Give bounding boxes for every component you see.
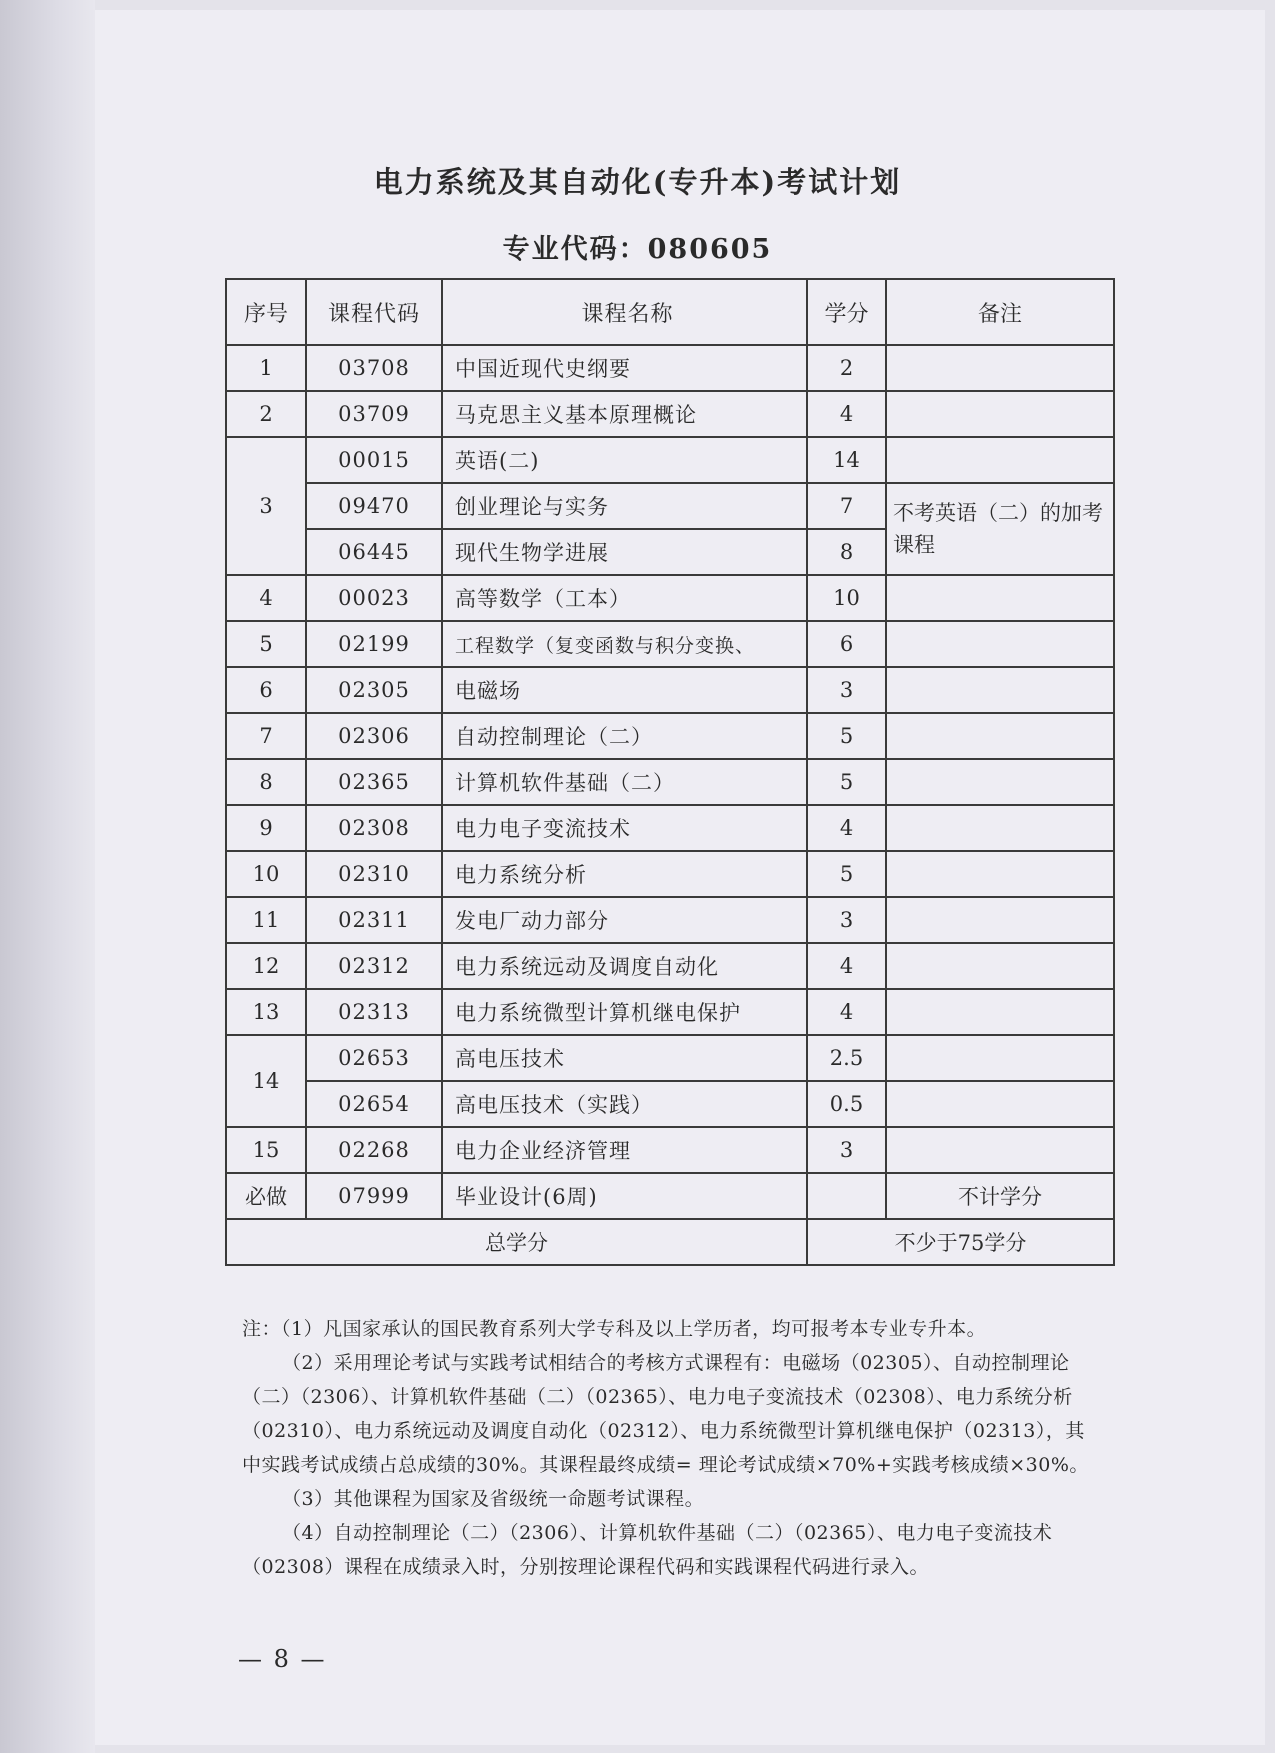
table-row bbox=[226, 1127, 1114, 1173]
table-row bbox=[226, 1173, 1114, 1219]
total-label: 总学分 bbox=[226, 1219, 807, 1265]
cell-note bbox=[886, 1127, 1114, 1173]
cell-code: 09470 bbox=[306, 483, 442, 529]
cell-name: 发电厂动力部分 bbox=[442, 897, 807, 943]
cell-seq: 6 bbox=[226, 667, 306, 713]
cell-credit: 2.5 bbox=[807, 1035, 886, 1081]
cell-credit: 5 bbox=[807, 713, 886, 759]
table-row bbox=[226, 989, 1114, 1035]
cell-note bbox=[886, 851, 1114, 897]
table-row bbox=[226, 805, 1114, 851]
cell-credit: 4 bbox=[807, 805, 886, 851]
cell-note bbox=[886, 667, 1114, 713]
cell-credit: 7 bbox=[807, 483, 886, 529]
cell-seq: 1 bbox=[226, 345, 306, 391]
cell-credit: 0.5 bbox=[807, 1081, 886, 1127]
table-row bbox=[226, 1035, 1114, 1081]
cell-code: 02268 bbox=[306, 1127, 442, 1173]
cell-code: 03708 bbox=[306, 345, 442, 391]
cell-name: 毕业设计(6周) bbox=[442, 1173, 807, 1219]
cell-name: 高等数学（工本） bbox=[442, 575, 807, 621]
cell-code: 02653 bbox=[306, 1035, 442, 1081]
table-row bbox=[226, 621, 1114, 667]
total-row bbox=[226, 1219, 1114, 1265]
cell-seq: 3 bbox=[226, 437, 306, 575]
cell-code: 02199 bbox=[306, 621, 442, 667]
table-row bbox=[226, 345, 1114, 391]
cell-seq: 2 bbox=[226, 391, 306, 437]
note-2: （2）采用理论考试与实践考试相结合的考核方式课程有：电磁场（02305）、自动控制理论（二）（2306）、计算机软件基础（二）（02365）、电力电子变流技术（02308）、电力系统分析（02310）、电力系统远动及调度自动化（02312）、电力系统微型计算机继电保护（02313），其中实践考试成绩占总成绩的30%。其课程最终成绩= 理论考试成绩×70%+实践考核成绩×30%。 bbox=[242, 1352, 1089, 1476]
cell-note bbox=[886, 759, 1114, 805]
cell-name: 计算机软件基础（二） bbox=[442, 759, 807, 805]
cell-note bbox=[886, 391, 1114, 437]
cell-code: 06445 bbox=[306, 529, 442, 575]
cell-credit: 4 bbox=[807, 943, 886, 989]
cell-note bbox=[886, 575, 1114, 621]
cell-name: 电力电子变流技术 bbox=[442, 805, 807, 851]
cell-name: 英语(二) bbox=[442, 437, 807, 483]
table-row bbox=[226, 1081, 1114, 1127]
cell-note bbox=[886, 1035, 1114, 1081]
header-code: 课程代码 bbox=[306, 279, 442, 345]
cell-seq: 4 bbox=[226, 575, 306, 621]
cell-name: 电力系统远动及调度自动化 bbox=[442, 943, 807, 989]
cell-name: 马克思主义基本原理概论 bbox=[442, 391, 807, 437]
cell-name: 创业理论与实务 bbox=[442, 483, 807, 529]
cell-seq: 15 bbox=[226, 1127, 306, 1173]
cell-code: 07999 bbox=[306, 1173, 442, 1219]
cell-credit: 10 bbox=[807, 575, 886, 621]
table-header-row bbox=[226, 279, 1114, 345]
table-row bbox=[226, 851, 1114, 897]
cell-name: 工程数学（复变函数与积分变换、 bbox=[442, 621, 807, 667]
table-row bbox=[226, 759, 1114, 805]
table-row bbox=[226, 437, 1114, 483]
cell-code: 02312 bbox=[306, 943, 442, 989]
cell-note bbox=[886, 989, 1114, 1035]
cell-note bbox=[886, 345, 1114, 391]
page-number: — 8 — bbox=[238, 1645, 327, 1673]
major-code: 专业代码：080605 bbox=[502, 234, 773, 265]
cell-note bbox=[886, 805, 1114, 851]
cell-note bbox=[886, 943, 1114, 989]
table-row bbox=[226, 483, 1114, 529]
note-3: （3）其他课程为国家及省级统一命题考试课程。 bbox=[282, 1488, 705, 1510]
cell-note bbox=[886, 897, 1114, 943]
cell-credit: 2 bbox=[807, 345, 886, 391]
note-4: （4）自动控制理论（二）（2306）、计算机软件基础（二）（02365）、电力电子变流技术（02308）课程在成绩录入时，分别按理论课程代码和实践课程代码进行录入。 bbox=[242, 1522, 1053, 1578]
cell-seq: 10 bbox=[226, 851, 306, 897]
header-seq: 序号 bbox=[226, 279, 306, 345]
cell-note bbox=[886, 1081, 1114, 1127]
cell-note bbox=[886, 713, 1114, 759]
cell-code: 02306 bbox=[306, 713, 442, 759]
cell-code: 02308 bbox=[306, 805, 442, 851]
cell-code: 00023 bbox=[306, 575, 442, 621]
notes-section bbox=[242, 1312, 1102, 1584]
cell-credit: 4 bbox=[807, 391, 886, 437]
cell-code: 02311 bbox=[306, 897, 442, 943]
cell-credit: 4 bbox=[807, 989, 886, 1035]
cell-seq: 13 bbox=[226, 989, 306, 1035]
cell-name: 中国近现代史纲要 bbox=[442, 345, 807, 391]
cell-code: 00015 bbox=[306, 437, 442, 483]
note-1: 注：（1）凡国家承认的国民教育系列大学专科及以上学历者，均可报考本专业专升本。 bbox=[242, 1318, 987, 1340]
cell-credit: 14 bbox=[807, 437, 886, 483]
table-row bbox=[226, 897, 1114, 943]
cell-code: 02654 bbox=[306, 1081, 442, 1127]
header-name: 课程名称 bbox=[442, 279, 807, 345]
header-credit: 学分 bbox=[807, 279, 886, 345]
cell-note-no-credit: 不计学分 bbox=[886, 1173, 1114, 1219]
cell-credit: 3 bbox=[807, 667, 886, 713]
cell-name: 自动控制理论（二） bbox=[442, 713, 807, 759]
cell-note bbox=[886, 621, 1114, 667]
cell-credit bbox=[807, 1173, 886, 1219]
cell-credit: 6 bbox=[807, 621, 886, 667]
cell-code: 03709 bbox=[306, 391, 442, 437]
table-row bbox=[226, 713, 1114, 759]
cell-code: 02305 bbox=[306, 667, 442, 713]
table-row bbox=[226, 575, 1114, 621]
cell-name: 现代生物学进展 bbox=[442, 529, 807, 575]
table-row bbox=[226, 391, 1114, 437]
cell-note bbox=[886, 437, 1114, 483]
table-row bbox=[226, 667, 1114, 713]
cell-name: 电磁场 bbox=[442, 667, 807, 713]
cell-seq: 5 bbox=[226, 621, 306, 667]
total-value: 不少于75学分 bbox=[807, 1219, 1114, 1265]
cell-seq: 11 bbox=[226, 897, 306, 943]
cell-code: 02310 bbox=[306, 851, 442, 897]
cell-name: 电力系统微型计算机继电保护 bbox=[442, 989, 807, 1035]
cell-seq: 8 bbox=[226, 759, 306, 805]
cell-credit: 3 bbox=[807, 1127, 886, 1173]
cell-credit: 5 bbox=[807, 759, 886, 805]
cell-seq: 12 bbox=[226, 943, 306, 989]
cell-code: 02365 bbox=[306, 759, 442, 805]
cell-credit: 5 bbox=[807, 851, 886, 897]
cell-credit: 8 bbox=[807, 529, 886, 575]
cell-name: 电力企业经济管理 bbox=[442, 1127, 807, 1173]
cell-note-extra-course: 不考英语（二）的加考课程 bbox=[886, 483, 1114, 575]
cell-seq: 必做 bbox=[226, 1173, 306, 1219]
cell-name: 电力系统分析 bbox=[442, 851, 807, 897]
document-title: 电力系统及其自动化(专升本)考试计划 bbox=[373, 165, 902, 199]
exam-plan-table bbox=[225, 278, 1115, 1266]
cell-seq: 9 bbox=[226, 805, 306, 851]
cell-name: 高电压技术 bbox=[442, 1035, 807, 1081]
cell-code: 02313 bbox=[306, 989, 442, 1035]
cell-seq: 7 bbox=[226, 713, 306, 759]
header-note: 备注 bbox=[886, 279, 1114, 345]
cell-credit: 3 bbox=[807, 897, 886, 943]
table-row bbox=[226, 943, 1114, 989]
cell-name: 高电压技术（实践） bbox=[442, 1081, 807, 1127]
cell-seq: 14 bbox=[226, 1035, 306, 1127]
